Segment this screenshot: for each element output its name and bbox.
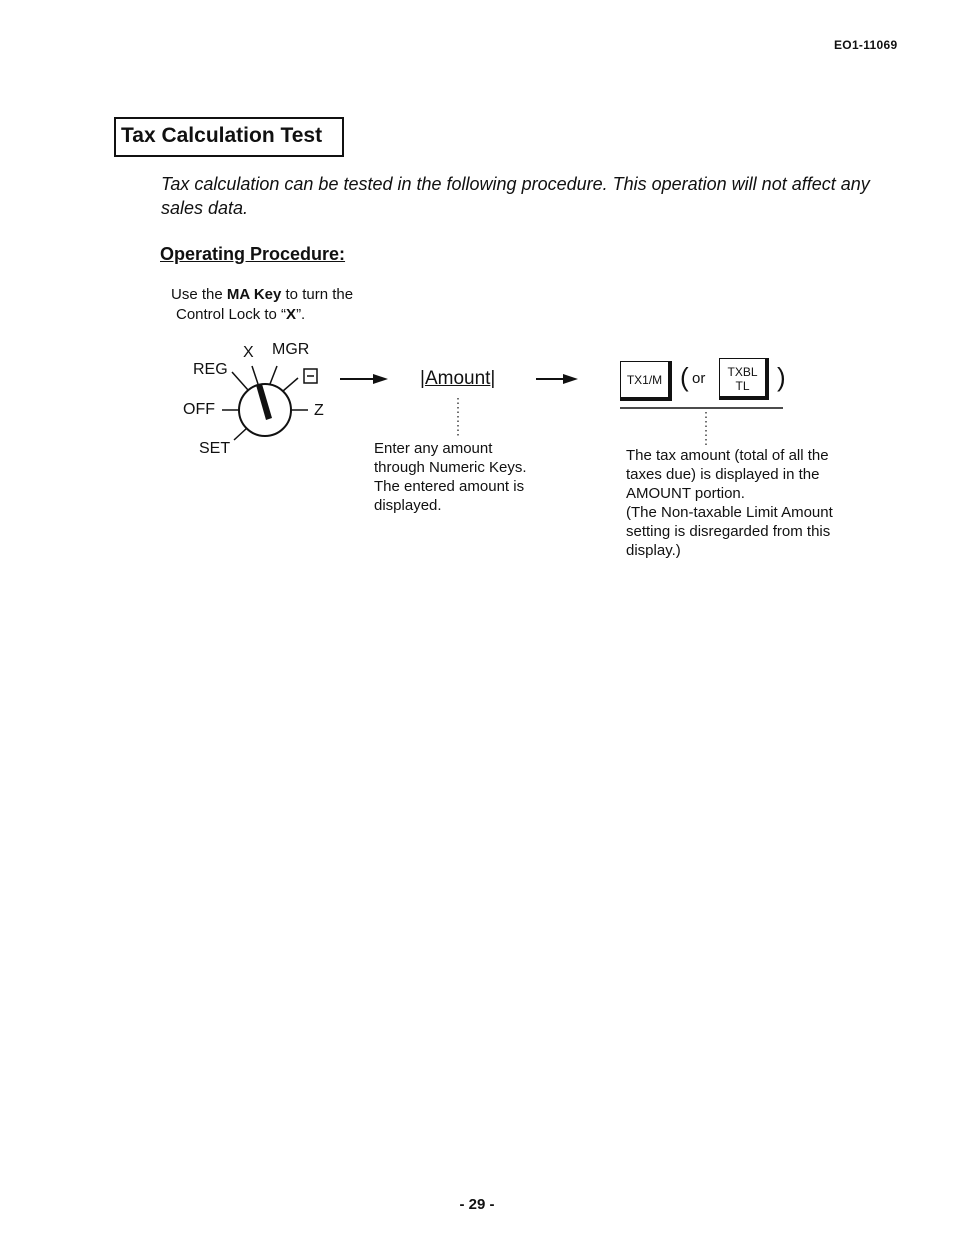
amount-display: |Amount| (420, 368, 496, 389)
lock-label-reg: REG (193, 361, 228, 378)
lock-label-off: OFF (183, 401, 215, 418)
step1-instruction-line2: Control Lock to “X”. (176, 306, 306, 323)
or-open-paren: ( (680, 362, 689, 392)
or-close-paren: ) (777, 362, 786, 392)
minus-position-icon (304, 369, 317, 383)
tx1-m-key: TX1/M (620, 361, 672, 401)
lock-label-mgr: MGR (272, 341, 310, 358)
ma-key-label: MA Key (226, 286, 282, 303)
step1-instruction (171, 285, 401, 325)
lock-tick-mgr (270, 366, 277, 384)
lock-tick-reg (232, 372, 248, 390)
lock-tick-minus (283, 378, 298, 391)
lock-pointer (256, 384, 272, 420)
arrow-step2-to-step3 (536, 374, 578, 384)
txbl-tl-key: TXBL TL (719, 358, 769, 400)
page-number: - 29 - (459, 1196, 495, 1213)
step2-description: Enter any amount through Numeric Keys. The entered amount is displayed. (374, 440, 527, 514)
arrow-step1-to-step2 (340, 374, 388, 384)
lock-tick-x (252, 366, 258, 384)
amount-display-word: Amount (424, 368, 491, 389)
x-position-label: X (286, 306, 297, 323)
section-title: Tax Calculation Test (121, 124, 323, 147)
lock-label-x: X (243, 344, 254, 361)
lock-label-z: Z (314, 402, 324, 419)
step1-instruction-line1: Use the MA Key to turn the (171, 286, 354, 303)
lock-label-set: SET (199, 440, 231, 457)
lock-dial-circle (239, 384, 291, 436)
step3-description: The tax amount (total of all the taxes due) is displayed in the AMOUNT portion. (The Non-taxable Limit Amount setting is disregarded from this display.) (626, 447, 833, 559)
or-label: or (692, 370, 706, 387)
lock-tick-set (234, 428, 247, 440)
section-intro: Tax calculation can be tested in the following procedure. This operation will not affect any sales data. (161, 174, 870, 218)
procedure-heading: Operating Procedure: (160, 244, 346, 264)
document-id: EO1-11069 (834, 38, 898, 52)
